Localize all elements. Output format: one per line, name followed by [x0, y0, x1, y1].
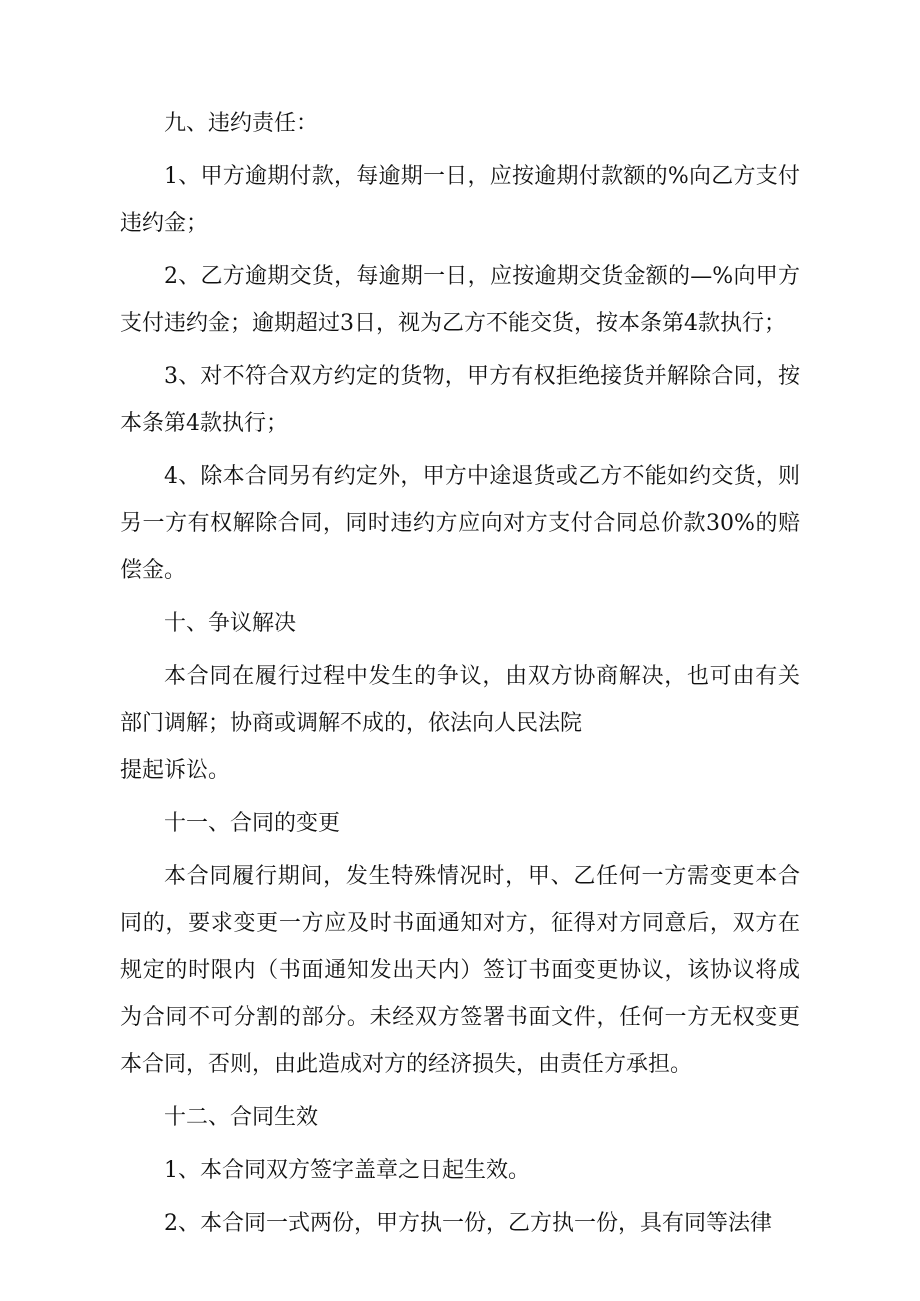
section-heading-effect: 十二、合同生效 — [164, 1105, 319, 1130]
breach-clause-1: 1、甲方逾期付款，每逾期一日，应按逾期付款额的%向乙方支付违约金； — [120, 164, 800, 236]
section-heading-breach: 九、违约责任： — [164, 111, 319, 136]
breach-clause-3: 3、对不符合双方约定的货物，甲方有权拒绝接货并解除合同，按本条第4款执行； — [120, 364, 800, 436]
document-body — [120, 100, 800, 1253]
section-heading-amendment: 十一、合同的变更 — [164, 811, 341, 836]
dispute-paragraph: 本合同在履行过程中发生的争议，由双方协商解决，也可由有关部门调解；协商或调解不成的，依法向人民法院 — [120, 664, 800, 736]
amendment-paragraph: 本合同履行期间，发生特殊情况时，甲、乙任何一方需变更本合同的，要求变更一方应及时书面通知对方，征得对方同意后，双方在规定的时限内（书面通知发出天内）签订书面变更协议，该协议将成为合同不可分割的部分。未经双方签署书面文件，任何一方无权变更本合同，否则，由此造成对方的经济损失，由责任方承担。 — [120, 864, 800, 1077]
dispute-paragraph-continuation: 提起诉讼。 — [120, 758, 231, 783]
effect-clause-1: 1、本合同双方签字盖章之日起生效。 — [164, 1158, 530, 1183]
breach-clause-2: 2、乙方逾期交货，每逾期一日，应按逾期交货金额的—%向甲方支付违约金；逾期超过3日，视为乙方不能交货，按本条第4款执行； — [120, 264, 800, 336]
section-heading-dispute: 十、争议解决 — [164, 611, 297, 636]
breach-clause-4: 4、除本合同另有约定外，甲方中途退货或乙方不能如约交货，则另一方有权解除合同，同时违约方应向对方支付合同总价款30%的赔偿金。 — [120, 464, 800, 583]
effect-clause-2: 2、本合同一式两份，甲方执一份，乙方执一份，具有同等法律 — [164, 1211, 772, 1236]
